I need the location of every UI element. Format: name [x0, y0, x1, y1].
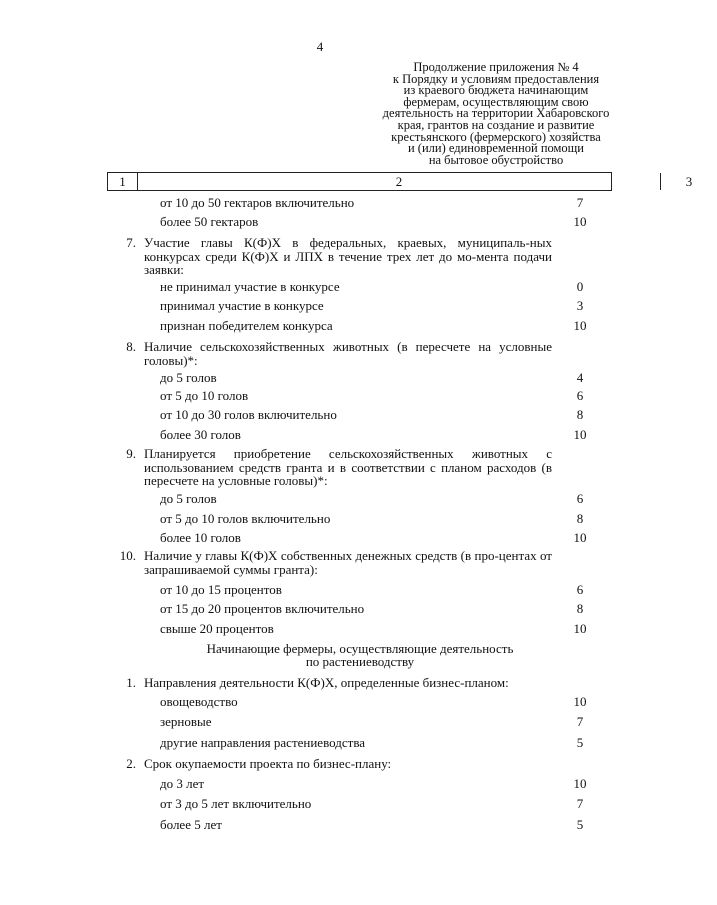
criterion-text: более 5 лет [160, 817, 222, 832]
criterion-text: не принимал участие в конкурсе [160, 279, 340, 294]
criterion-text: от 5 до 10 голов [160, 388, 249, 403]
score-value: 7 [576, 195, 584, 210]
page-number: 4 [316, 39, 324, 54]
score-value: 10 [573, 530, 587, 545]
header-line: крестьянского (фермерского) хозяйства [391, 129, 601, 144]
criterion-text: Наличие сельскохозяйственных животных (в пересчете на условные головы)*: [144, 339, 552, 368]
score-value: 3 [576, 298, 584, 313]
header-line: деятельность на территории Хабаровского [382, 106, 610, 121]
score-value: 10 [573, 621, 587, 636]
score-value: 0 [576, 279, 584, 294]
row-number: 8. [126, 339, 136, 354]
criterion-text: от 15 до 20 процентов включительно [160, 601, 365, 616]
header-line: фермерам, осуществляющим свою [403, 94, 589, 109]
criterion-text: Наличие у главы К(Ф)Х собственных денежных средств (в про-центах от запрашиваемой суммы гранта): [144, 548, 552, 577]
score-value: 8 [576, 601, 584, 616]
criterion-text: от 5 до 10 голов включительно [160, 511, 331, 526]
criterion-text: Участие главы К(Ф)Х в федеральных, краевых, муниципаль-ных конкурсах среди К(Ф)Х и ЛПХ в течение трех лет до мо-мента подачи заявки: [144, 235, 552, 277]
criterion-text: более 50 гектаров [160, 214, 259, 229]
criterion-text: до 3 лет [160, 776, 205, 791]
criterion-text: принимал участие в конкурсе [160, 298, 324, 313]
score-value: 5 [576, 735, 584, 750]
score-value: 6 [576, 388, 584, 403]
header-line: края, грантов на создание и развитие [397, 117, 595, 132]
row-number: 9. [126, 446, 136, 461]
score-value: 8 [576, 407, 584, 422]
header-line: на бытовое обустройство [428, 152, 564, 167]
score-value: 6 [576, 582, 584, 597]
score-value: 4 [576, 370, 584, 385]
column-header-2: 2 [395, 174, 403, 189]
criterion-text: до 5 голов [160, 491, 217, 506]
section-title [160, 642, 560, 668]
criterion-text: Планируется приобретение сельскохозяйственных животных с использованием средств гранта и в соответствии с планом расходов (в пересчете на условные головы)*: [144, 446, 552, 488]
row-number: 1. [126, 675, 136, 690]
criterion-text: Срок окупаемости проекта по бизнес-плану: [144, 756, 392, 771]
criterion-text: от 10 до 30 голов включительно [160, 407, 337, 422]
score-value: 10 [573, 694, 587, 709]
appendix-header [380, 62, 612, 166]
score-value: 10 [573, 214, 587, 229]
criterion-text: зерновые [160, 714, 212, 729]
row-number: 10. [119, 548, 136, 563]
criterion-text: другие направления растениеводства [160, 735, 366, 750]
criterion-text: от 10 до 15 процентов [160, 582, 282, 597]
score-value: 10 [573, 318, 587, 333]
score-value: 10 [573, 427, 587, 442]
criterion-text: от 10 до 50 гектаров включительно [160, 195, 355, 210]
header-line: Продолжение приложения № 4 [413, 60, 579, 74]
score-value: 7 [576, 796, 584, 811]
section-title-line: Начинающие фермеры, осуществляющие деятельность [206, 641, 514, 656]
criterion-text: свыше 20 процентов [160, 621, 274, 636]
score-value: 8 [576, 511, 584, 526]
score-value: 10 [573, 776, 587, 791]
header-line: к Порядку и условиям предоставления [392, 71, 600, 86]
column-header-1: 1 [108, 173, 138, 190]
score-value: 7 [576, 714, 584, 729]
score-value: 6 [576, 491, 584, 506]
criterion-text: более 10 голов [160, 530, 241, 545]
criterion-text: овощеводство [160, 694, 238, 709]
column-header-3: 3 [660, 173, 717, 190]
criterion-text: до 5 голов [160, 370, 217, 385]
section-title-line: по растениеводству [305, 654, 415, 669]
header-line: из краевого бюджета начинающим [403, 83, 589, 98]
criterion-text: признан победителем конкурса [160, 318, 333, 333]
criterion-text: от 3 до 5 лет включительно [160, 796, 312, 811]
criterion-text: более 30 голов [160, 427, 241, 442]
header-line: и (или) единовременной помощи [407, 141, 585, 156]
criterion-text: Направления деятельности К(Ф)Х, определенные бизнес-планом: [144, 675, 509, 690]
table-column-header [107, 172, 693, 191]
row-number: 7. [126, 235, 136, 250]
row-number: 2. [126, 756, 136, 771]
score-value: 5 [576, 817, 584, 832]
